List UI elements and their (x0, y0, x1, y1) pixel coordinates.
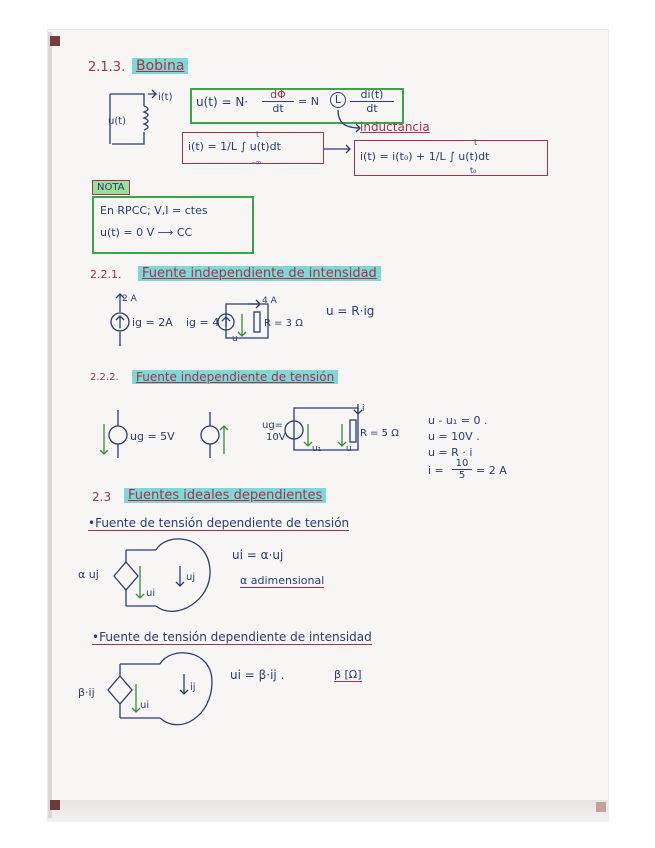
voltage-arrow (238, 314, 246, 336)
source-c-label-2: 10V (266, 432, 286, 443)
section-number-bobina: 2.1.3. (88, 60, 126, 75)
dep2-ui-arrow (132, 684, 140, 712)
eq-i-frac (452, 458, 472, 481)
eq-voltage-frac2-den: dt (366, 102, 378, 115)
section-title-fuente-intensidad (138, 266, 381, 281)
corner-mark-top (50, 36, 60, 46)
current-i-label: i (362, 404, 365, 414)
current-4a-label: 4 A (262, 296, 277, 306)
resistor-r5 (350, 420, 356, 442)
resistor-r3-label: R = 3 Ω (264, 318, 303, 329)
dependent-source2-diagram (96, 652, 236, 732)
section-title-fuente-intensidad-text: Fuente independiente de intensidad (138, 266, 381, 281)
section-title-dependientes (124, 488, 326, 503)
subtitle-tension-tension-text: •Fuente de tensión dependiente de tensión (88, 516, 350, 530)
source-b-arrow (220, 426, 228, 454)
dep2-diamond (108, 676, 132, 704)
dep1-uj-arrow (176, 566, 184, 586)
source2-label: ig = 4 (186, 316, 220, 329)
current-i-arrow (354, 404, 362, 414)
u1-label: u₁ (312, 444, 322, 454)
subtitle-tension-tension (88, 516, 349, 530)
voltage-u-label: u (232, 334, 238, 344)
eq-current-right-upper: t (474, 138, 478, 147)
dep2-unit-text: β [Ω] (334, 668, 362, 681)
eq-i-right: = 2 A (476, 464, 507, 477)
section-title-fuente-tension (132, 370, 338, 384)
nota-line1: En RPCC; V,I = ctes (100, 204, 208, 217)
source-a-arrow (100, 424, 108, 454)
coil-winding (144, 106, 148, 130)
dep1-note (240, 574, 324, 587)
eq-i-frac-den: 5 (458, 470, 466, 481)
source1-label: ig = 2A (132, 316, 173, 329)
section-title-dependientes-text: Fuentes ideales dependientes (124, 488, 326, 503)
u-arrow (338, 424, 346, 446)
dep2-ij-arrow (180, 674, 188, 694)
paper-left-edge (48, 32, 52, 818)
resistor-r5-label: R = 5 Ω (360, 428, 399, 439)
source-a-label: ug = 5V (130, 430, 175, 443)
subtitle-tension-intensidad (92, 630, 372, 644)
eq-i-left: i = (428, 464, 444, 477)
section-title-fuente-tension-text: Fuente independiente de tensión (132, 370, 338, 384)
dep2-source-label: β·ij (78, 686, 95, 699)
eq-u-10v: u = 10V . (428, 430, 480, 443)
dep2-ij-label: ij (190, 682, 196, 693)
eq-voltage-left: u(t) = N· (196, 95, 249, 109)
eq-u-minus-u1: u - u₁ = 0 . (428, 414, 488, 427)
eq-voltage-frac2-num: di(t) (350, 88, 394, 102)
source-a-circle (109, 426, 127, 444)
source2-arrow (222, 317, 230, 327)
dep1-ui-label: ui (146, 588, 156, 599)
nota-badge: NOTA (92, 180, 130, 195)
source-c-label-1: ug= (262, 420, 284, 431)
source1-top-label: 2 A (122, 294, 137, 304)
section-number-fuente-tension: 2.2.2. (90, 372, 119, 383)
eq-current-right: i(t) = i(t₀) + 1/L ∫ u(t)dt (360, 150, 490, 163)
section-number-dependientes: 2.3 (92, 490, 112, 504)
eq-voltage-frac1-den: dt (272, 102, 284, 115)
nota-line2: u(t) = 0 V ⟶ CC (100, 226, 193, 239)
eq-current-left-upper: t (256, 130, 260, 139)
dep2-unit (334, 668, 362, 681)
section-title-bobina-text: Bobina (132, 58, 188, 74)
eq-current-left-lower: -∞ (252, 158, 262, 167)
implication-arrow (324, 144, 354, 154)
eq-u-ri: u = R · i (428, 446, 473, 459)
coil-current-label: i(t) (158, 92, 173, 103)
dep2-equation: ui = β·ij . (230, 668, 285, 682)
eq-voltage-L-circled: L (330, 92, 346, 108)
eq-voltage-mid: = N (298, 95, 319, 108)
dep1-network-curve (156, 539, 210, 611)
current-arrow (148, 90, 156, 98)
dep2-network-curve (160, 653, 212, 725)
dep1-source-label: α uj (78, 568, 99, 581)
eq-current-right-lower: t₀ (470, 166, 477, 175)
corner-mark-bottom-right (596, 802, 606, 812)
eq-i-frac-num: 10 (452, 458, 472, 470)
paper-bottom-shadow (48, 800, 608, 822)
eq-current-left: i(t) = 1/L ∫ u(t)dt (188, 140, 281, 153)
inductance-label: inductancia (360, 120, 430, 134)
source-b-circle (201, 426, 219, 444)
coil-voltage-label: u(t) (108, 116, 127, 127)
dep1-diamond (114, 562, 138, 590)
source1-arrow (116, 316, 124, 328)
dep1-ui-arrow (136, 566, 144, 598)
subtitle-tension-intensidad-text: •Fuente de tensión dependiente de intensidad (92, 630, 372, 644)
resistor-r3 (254, 312, 260, 332)
u-label: u (346, 444, 352, 454)
inductance-arrow-path (338, 110, 360, 132)
implication-arrow-path (324, 145, 350, 153)
current-arrow-4a (248, 300, 260, 308)
dep2-ui-label: ui (140, 700, 150, 711)
dep1-equation: ui = α·uj (232, 548, 284, 562)
dependent-source1-diagram (96, 540, 236, 620)
circuit2-loop (226, 304, 268, 338)
section-title-bobina (132, 58, 188, 74)
eq-voltage-frac1-num: dΦ (262, 88, 294, 102)
formula-u-r-ig: u = R·ig (326, 304, 375, 318)
corner-mark-bottom (50, 800, 60, 810)
eq-voltage-frac1 (262, 88, 294, 115)
dep1-uj-label: uj (186, 572, 196, 583)
u1-arrow (304, 424, 312, 446)
section-number-fuente-intensidad: 2.2.1. (90, 268, 122, 281)
dep1-note-text: α adimensional (240, 574, 325, 587)
